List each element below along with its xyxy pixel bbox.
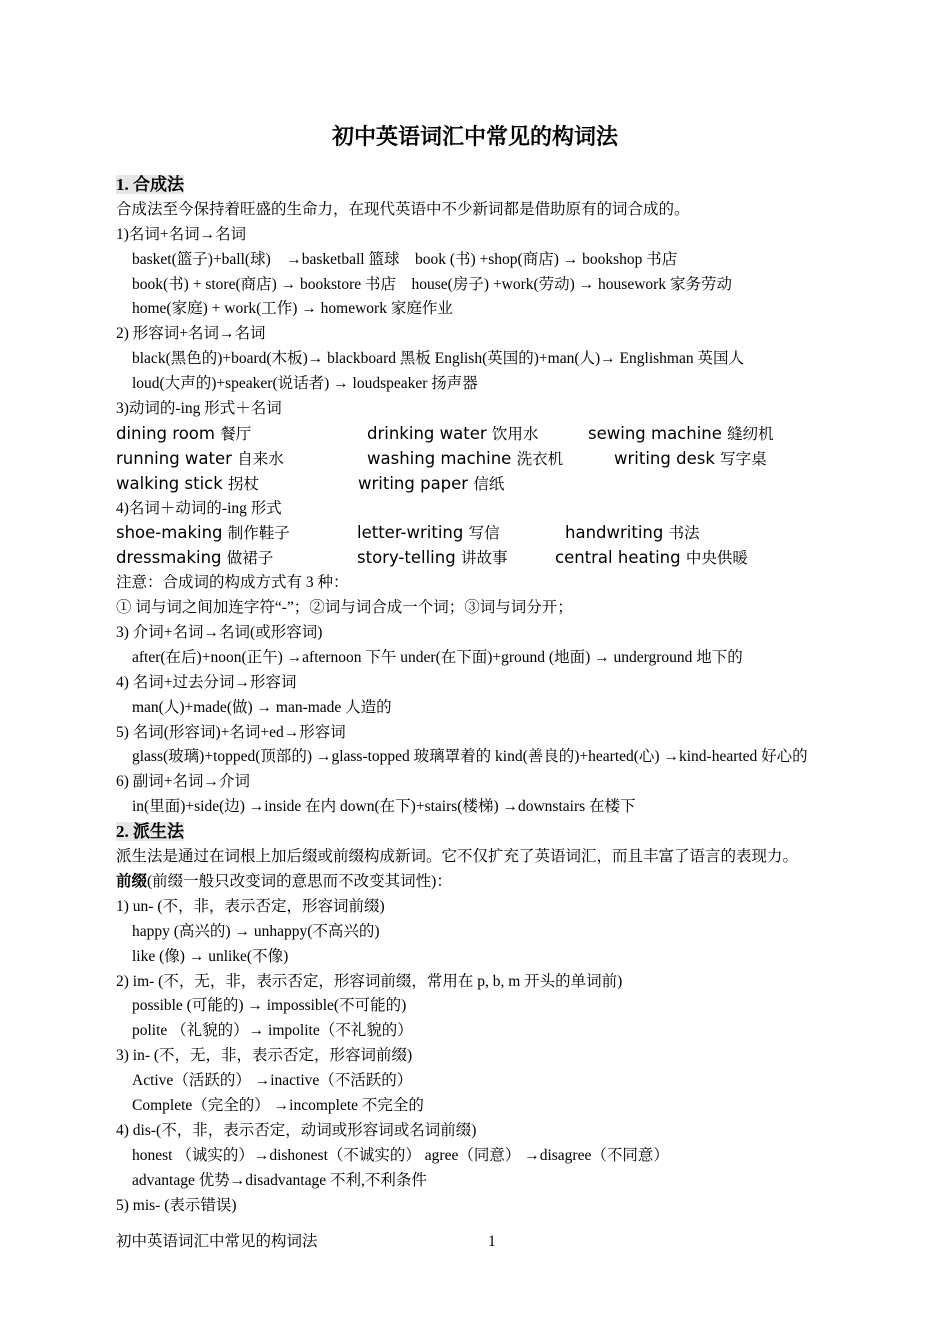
ing-entry: handwriting 书法 <box>565 523 700 543</box>
section-heading-compounding: 1. 合成法 <box>116 175 184 194</box>
example-line: basket(篮子)+ball(球) →basketball 篮球 book (书) +shop(商店) → bookshop 书店 <box>132 250 678 268</box>
example-line: possible (可能的) → impossible(不可能的) <box>132 997 407 1015</box>
document-body <box>116 173 906 1218</box>
paragraph: 合成法至今保持着旺盛的生命力，在现代英语中不少新词都是借助原有的词合成的。 <box>116 200 690 218</box>
example-line: book(书) + store(商店) → bookstore 书店 house(房子) +work(劳动) → housework 家务劳动 <box>132 275 732 293</box>
list-item: 6) 副词+名词→介词 <box>116 773 251 791</box>
example-line: advantage 优势→disadvantage 不利,不利条件 <box>132 1171 427 1189</box>
ing-row <box>116 422 906 447</box>
example-line: honest （诚实的）→dishonest（不诚实的） agree（同意） →disagree（不同意） <box>132 1146 669 1164</box>
page-title: 初中英语词汇中常见的构词法 <box>331 124 618 149</box>
ing-entry: letter-writing 写信 <box>357 523 500 543</box>
ing-entry: drinking water 饮用水 <box>367 423 539 443</box>
example-line: home(家庭) + work(工作) → homework 家庭作业 <box>132 300 453 318</box>
list-item: 5) 名词(形容词)+名词+ed→形容词 <box>116 723 346 741</box>
ing-row <box>116 521 906 546</box>
example-line: Complete（完全的） →incomplete 不完全的 <box>132 1096 424 1114</box>
example-line: like (像) → unlike(不像) <box>132 947 289 965</box>
example-line: glass(玻璃)+topped(顶部的) →glass-topped 玻璃罩着的 kind(善良的)+hearted(心) →kind-hearted 好心的 <box>132 748 808 766</box>
list-item: 5) mis- (表示错误) <box>116 1196 237 1214</box>
list-item: 3) 介词+名词→名词(或形容词) <box>116 624 323 642</box>
page-number: 1 <box>488 1233 496 1250</box>
example-line: loud(大声的)+speaker(说话者) → loudspeaker 扬声器 <box>132 375 478 393</box>
list-item: 2) 形容词+名词→名词 <box>116 325 266 343</box>
example-line: polite （礼貌的）→ impolite（不礼貌的） <box>132 1022 413 1040</box>
page-footer: 初中英语词汇中常见的构词法 <box>116 1233 318 1250</box>
ing-row <box>116 447 906 472</box>
list-item: 3) in- (不，无，非，表示否定，形容词前缀) <box>116 1047 413 1065</box>
ing-entry: running water 自来水 <box>116 448 284 468</box>
example-line: happy (高兴的) → unhappy(不高兴的) <box>132 922 380 940</box>
note: 注意：合成词的构成方式有 3 种： <box>116 574 349 592</box>
ing-entry: dressmaking 做裙子 <box>116 548 274 568</box>
example-line: in(里面)+side(边) →inside 在内 down(在下)+stairs(楼梯) →downstairs 在楼下 <box>132 798 636 816</box>
ing-entry: shoe-making 制作鞋子 <box>116 523 290 543</box>
ing-entry: writing desk 写字桌 <box>614 448 767 468</box>
prefix-intro: 前缀(前缀一般只改变词的意思而不改变其词性)： <box>116 872 452 890</box>
ing-entry: sewing machine 缝纫机 <box>588 423 774 443</box>
example-line: after(在后)+noon(正午) →afternoon 下午 under(在下面)+ground (地面) → underground 地下的 <box>132 648 743 666</box>
example-line: black(黑色的)+board(木板)→ blackboard 黑板 English(英国的)+man(人)→ Englishman 英国人 <box>132 350 744 368</box>
ing-entry: washing machine 洗衣机 <box>367 448 564 468</box>
ing-entry: central heating 中央供暖 <box>555 548 748 568</box>
list-item: 2) im- (不，无，非，表示否定，形容词前缀，常用在 p, b, m 开头的单词前) <box>116 972 623 990</box>
note: ① 词与词之间加连字符“-”；②词与词合成一个词；③词与词分开； <box>116 599 573 617</box>
list-item: 4) dis-(不，非，表示否定，动词或形容词或名词前缀) <box>116 1121 477 1139</box>
example-line: Active（活跃的） →inactive（不活跃的） <box>132 1072 413 1090</box>
section-heading-derivation: 2. 派生法 <box>116 822 184 842</box>
ing-entry: dining room 餐厅 <box>116 423 252 443</box>
ing-row <box>116 546 906 571</box>
list-item: 1) un- (不，非，表示否定，形容词前缀) <box>116 897 385 915</box>
list-item: 4)名词＋动词的-ing 形式 <box>116 499 282 517</box>
ing-entry: writing paper 信纸 <box>358 473 505 493</box>
paragraph: 派生法是通过在词根上加后缀或前缀构成新词。它不仅扩充了英语词汇，而且丰富了语言的表现力。 <box>116 848 799 866</box>
ing-entry: story-telling 讲故事 <box>357 548 508 568</box>
ing-entry: walking stick 拐杖 <box>116 473 260 493</box>
list-item: 4) 名词+过去分词→形容词 <box>116 673 297 691</box>
ing-row <box>116 472 906 497</box>
example-line: man(人)+made(做) → man-made 人造的 <box>132 698 392 716</box>
list-item: 3)动词的-ing 形式＋名词 <box>116 400 282 418</box>
list-item: 1)名词+名词→名词 <box>116 225 247 243</box>
